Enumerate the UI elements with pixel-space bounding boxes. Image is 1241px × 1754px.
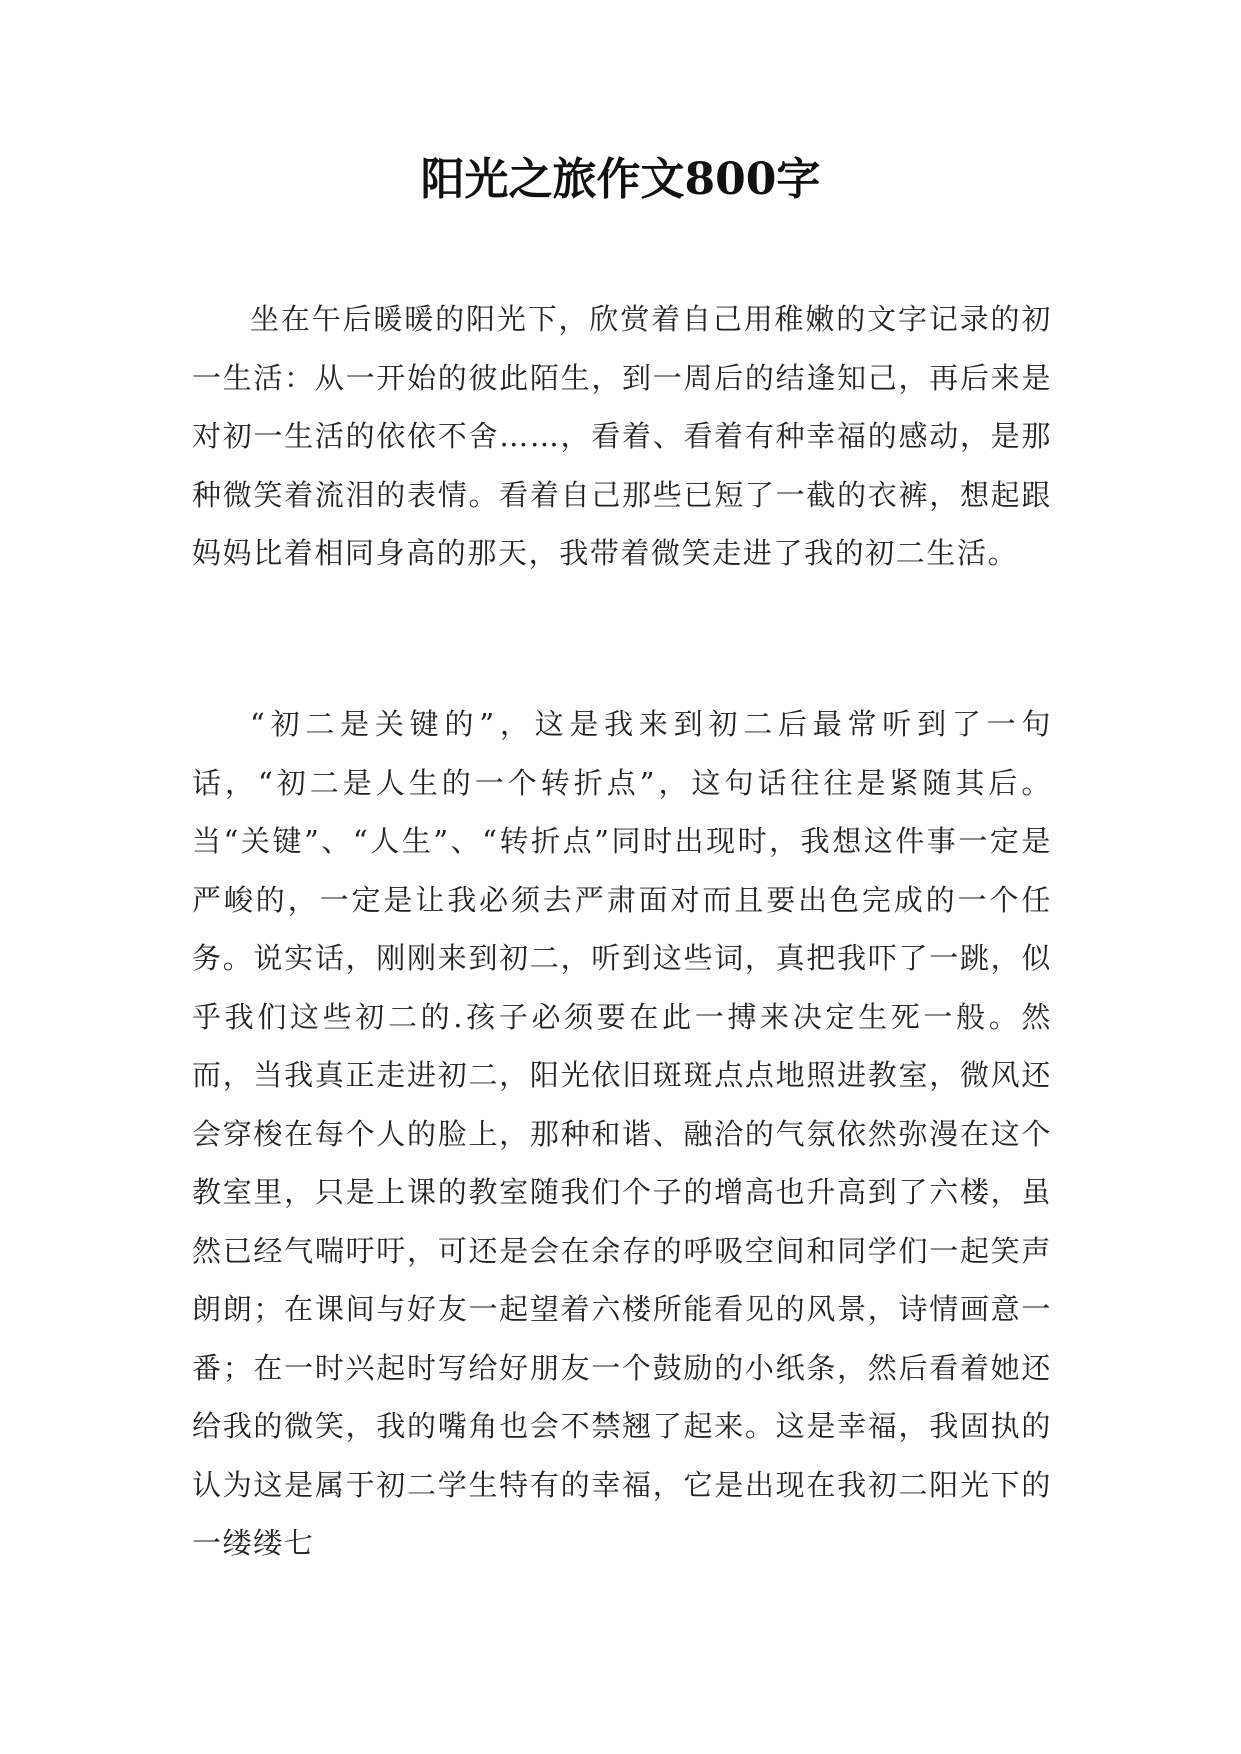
document-title: 阳光之旅作文800字: [420, 154, 821, 205]
paragraph-1: 坐在午后暖暖的阳光下，欣赏着自己用稚嫩的文字记录的初一生活：从一开始的彼此陌生，到一周后的结逢知己，再后来是对初一生活的依依不舍……，看着、看着有种幸福的感动，是那种微笑着流泪的表情。看着自己那些已短了一截的衣裤，想起跟妈妈比着相同身高的那天，我带着微笑走进了我的初二生活。: [192, 302, 1052, 570]
paragraph-2: “初二是关键的”，这是我来到初二后最常听到了一句话，“初二是人生的一个转折点”，这句话往往是紧随其后。当“关键”、“人生”、“转折点”同时出现时，我想这件事一定是严峻的，一定是让我必须去严肃面对而且要出色完成的一个任务。说实话，刚刚来到初二，听到这些词，真把我吓了一跳，似乎我们这些初二的.孩子必须要在此一搏来决定生死一般。然而，当我真正走进初二，阳光依旧斑斑点点地照进教室，微风还会穿梭在每个人的脸上，那种和谐、融洽的气氛依然弥漫在这个教室里，只是上课的教室随我们个子的增高也升高到了六楼，虽然已经气喘吁吁，可还是会在余存的呼吸空间和同学们一起笑声朗朗；在课间与好友一起望着六楼所能看见的风景，诗情画意一番；在一时兴起时写给好朋友一个鼓励的小纸条，然后看着她还给我的微笑，我的嘴角也会不禁翘了起来。这是幸福，我固执的认为这是属于初二学生特有的幸福，它是出现在我初二阳光下的一缕缕七: [192, 707, 1052, 1560]
